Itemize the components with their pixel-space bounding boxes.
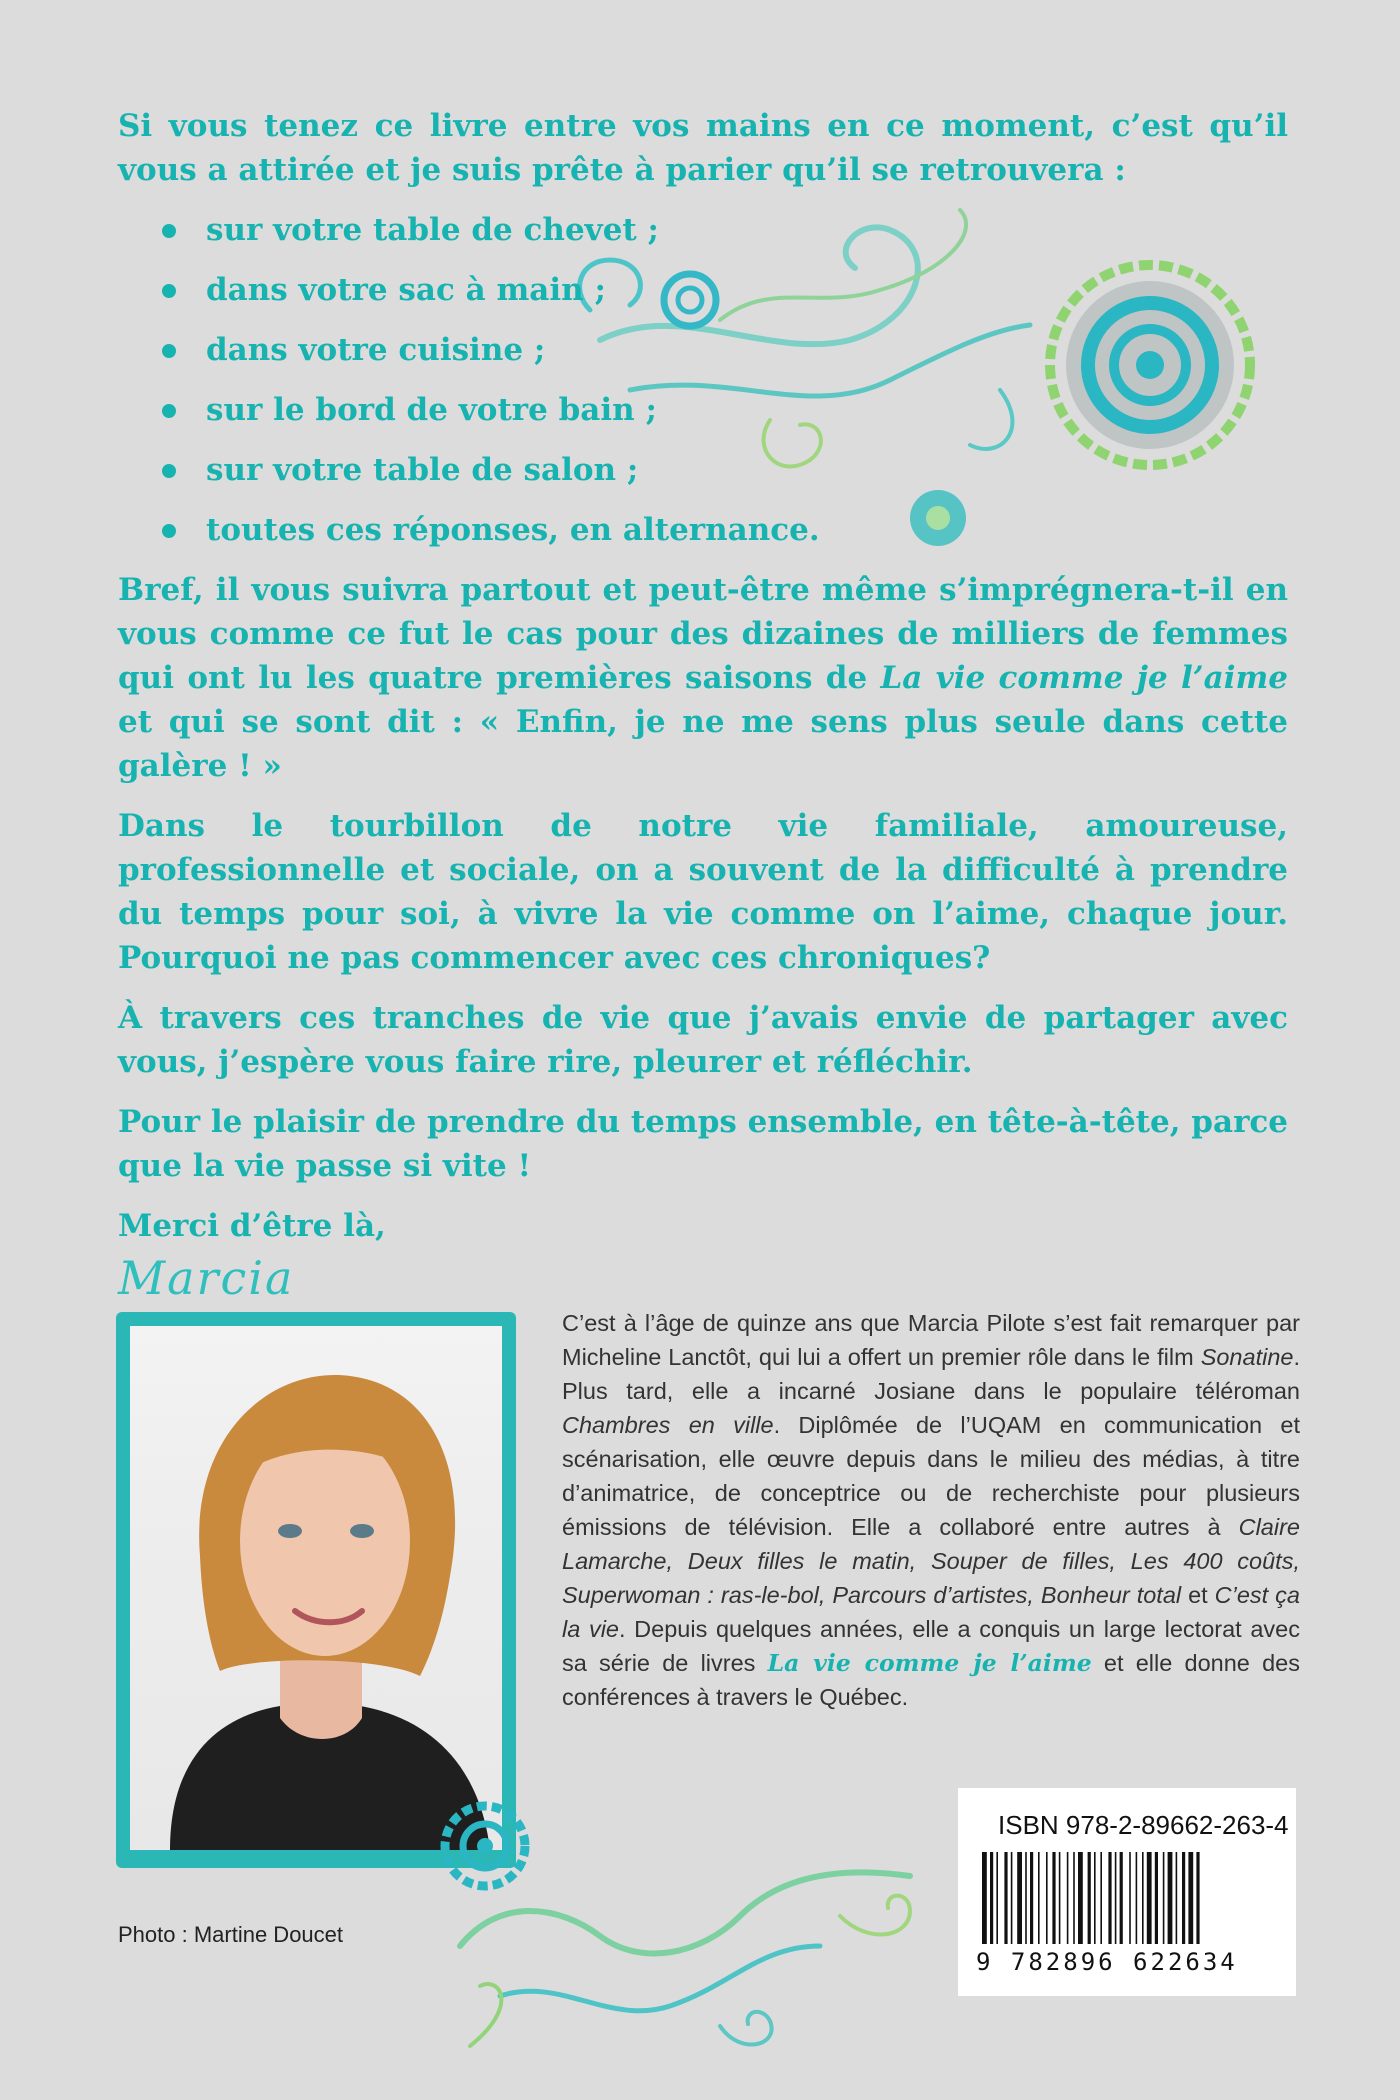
- barcode-bar: [1120, 1852, 1123, 1944]
- author-bio: C’est à l’âge de quinze ans que Marcia Pilote s’est fait remarquer par Micheline Lanctôt, qui lui a offert un premier rôle dans le film Sonatine. Plus tard, elle a incarné Josiane dans le populaire téléroman Chambres en ville. Diplômée de l’UQAM en communication et scénarisation, elle œuvre depuis dans le milieu des médias, à titre d’animatrice, de conceptrice ou de recherchiste pour plusieurs émissions de télévision. Elle a collaboré entre autres à Claire Lamarche, Deux filles le matin, Souper de filles, Les 400 coûts, Superwoman : ras-le-bol, Parcours d’artistes, Bonheur total et C’est ça la vie. Depuis quelques années, elle a conquis un large lectorat avec sa série de livres La vie comme je l’aime et elle donne des conférences à travers le Québec.: [562, 1310, 1300, 1710]
- bullet-item: dans votre cuisine ;: [162, 328, 1288, 372]
- isbn-barcode: [958, 1788, 1296, 1996]
- barcode-bar: [1129, 1852, 1131, 1944]
- author-signature: Marcia: [118, 1251, 295, 1305]
- bullet-item: sur votre table de salon ;: [162, 448, 1288, 492]
- isbn-number: ISBN 978-2-89662-263-4: [998, 1810, 1289, 1840]
- bullet-list: [162, 208, 1288, 552]
- barcode-bar: [1088, 1852, 1091, 1944]
- bullet-item: toutes ces réponses, en alternance.: [162, 508, 1288, 552]
- barcode-bar: [1142, 1852, 1144, 1944]
- barcode-bar: [1100, 1852, 1102, 1944]
- barcode-bar: [990, 1852, 993, 1944]
- barcode-bar: [1168, 1852, 1173, 1944]
- barcode-bar: [1004, 1852, 1007, 1944]
- barcode-bar: [1078, 1852, 1083, 1944]
- barcode-bar: [982, 1852, 987, 1944]
- barcode-bar: [1196, 1852, 1199, 1944]
- intro-paragraph-2: Dans le tourbillon de notre vie familiale, amoureuse, professionnelle et sociale, on a souvent de la difficulté à prendre du temps pour soi, à vivre la vie comme on l’aime, chaque jour. Pourquoi ne pas commencer avec ces chroniques?: [118, 808, 1288, 976]
- photo-credit: Photo : Martine Doucet: [118, 1922, 344, 1947]
- barcode-bar: [1011, 1852, 1013, 1944]
- bullet-item: sur le bord de votre bain ;: [162, 388, 1288, 432]
- closing-line: Merci d’être là,: [118, 1208, 386, 1244]
- bullet-dot-icon: [162, 344, 176, 358]
- bullet-dot-icon: [162, 284, 176, 298]
- barcode-bar: [1147, 1852, 1152, 1944]
- intro-text: [118, 104, 1288, 1305]
- intro-paragraph-3: À travers ces tranches de vie que j’avais envie de partager avec vous, j’espère vous faire rire, pleurer et réfléchir.: [118, 1000, 1288, 1080]
- barcode-bar: [1163, 1852, 1165, 1944]
- barcode-bar: [1155, 1852, 1158, 1944]
- barcode-bar: [1188, 1852, 1193, 1944]
- barcode-bars: [982, 1852, 1272, 1944]
- author-portrait-illustration: [130, 1326, 502, 1850]
- barcode-bar: [1115, 1852, 1117, 1944]
- book-title: La vie comme je l’aime: [880, 660, 1288, 696]
- bullet-item: sur votre table de chevet ;: [162, 208, 1288, 252]
- barcode-bar: [1038, 1852, 1040, 1944]
- bio-book-title: La vie comme je l’aime: [767, 1649, 1092, 1677]
- decorative-swirl-bottom: [440, 1796, 960, 2076]
- intro-paragraph-4: Pour le plaisir de prendre du temps ensemble, en tête-à-tête, parce que la vie passe si vite !: [118, 1104, 1288, 1184]
- barcode-bar: [1030, 1852, 1033, 1944]
- barcode-bar: [1108, 1852, 1111, 1944]
- intro-opening: Si vous tenez ce livre entre vos mains en ce moment, c’est qu’il vous a attirée et je suis prête à parier qu’il se retrouvera :: [118, 108, 1288, 188]
- barcode-bar: [1017, 1852, 1022, 1944]
- barcode-bar: [1136, 1852, 1138, 1944]
- barcode-bar: [1182, 1852, 1185, 1944]
- intro-paragraph-1: Bref, il vous suivra partout et peut-être même s’imprégnera-t-il en vous comme ce fut le cas pour des dizaines de milliers de femmes qui ont lu les quatre premières saisons de La vie comme je l’aime et qui se sont dit : « Enfin, je ne me sens plus seule dans cette galère ! »: [118, 572, 1288, 784]
- barcode-digits: 9 782896 622634: [976, 1948, 1238, 1976]
- barcode-bar: [996, 1852, 998, 1944]
- barcode-bar: [1059, 1852, 1061, 1944]
- barcode-bar: [1176, 1852, 1178, 1944]
- bullet-dot-icon: [162, 224, 176, 238]
- bullet-dot-icon: [162, 404, 176, 418]
- barcode-bar: [1094, 1852, 1096, 1944]
- barcode-bar: [1073, 1852, 1075, 1944]
- barcode-bar: [1052, 1852, 1055, 1944]
- bullet-dot-icon: [162, 464, 176, 478]
- author-photo-frame: [116, 1312, 516, 1868]
- bullet-dot-icon: [162, 524, 176, 538]
- barcode-bar: [1025, 1852, 1027, 1944]
- barcode-bar: [1046, 1852, 1048, 1944]
- barcode-bar: [1067, 1852, 1069, 1944]
- author-photo: [130, 1326, 502, 1850]
- bullet-item: dans votre sac à main ;: [162, 268, 1288, 312]
